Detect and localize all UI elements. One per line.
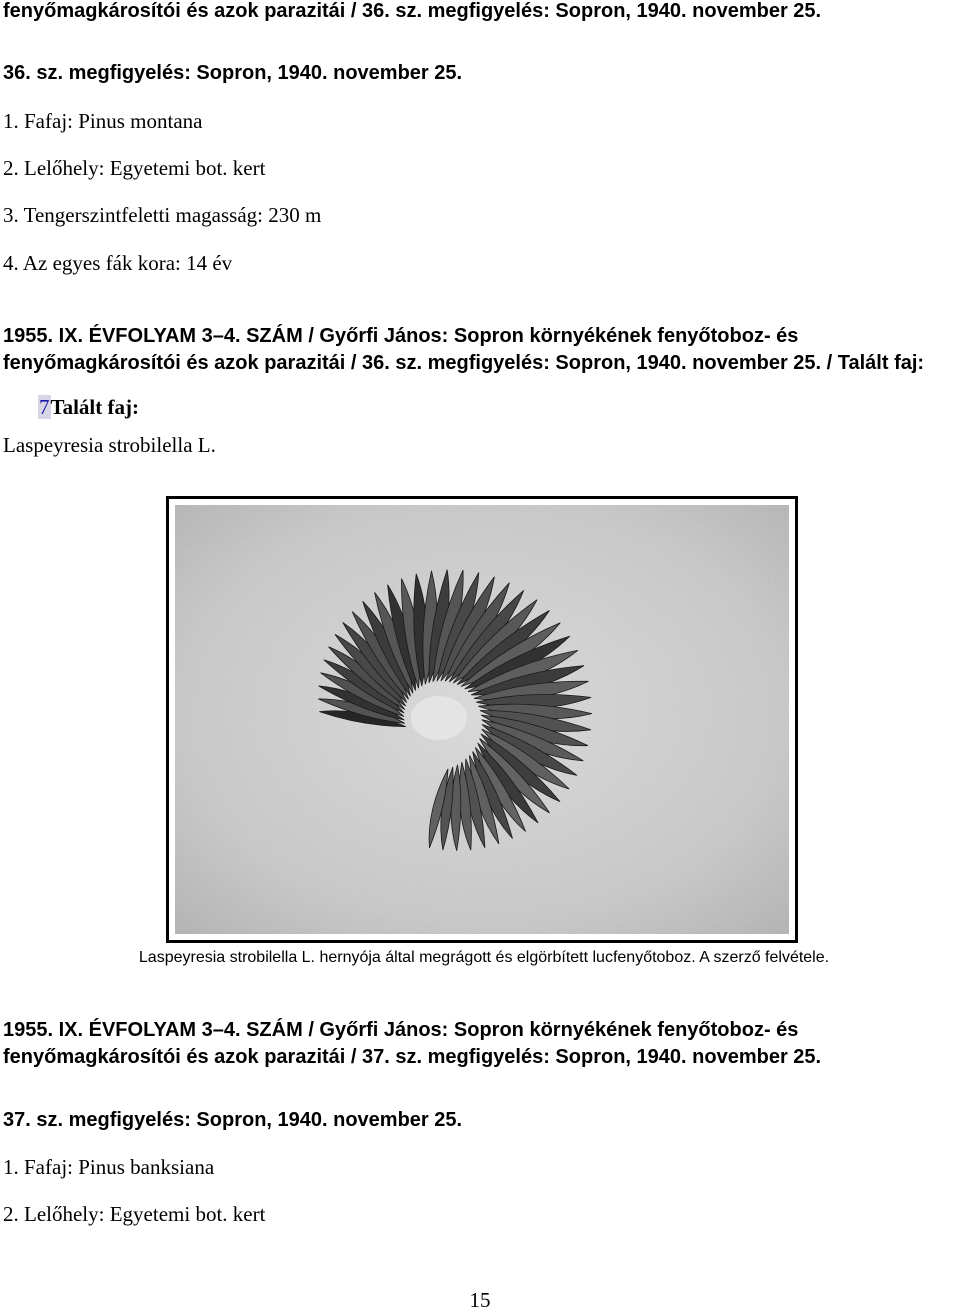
obs37-item-species: 1. Fafaj: Pinus banksiana <box>3 1155 215 1179</box>
found-species-label: Talált faj: <box>50 395 139 419</box>
running-header-2-line1: 1955. IX. ÉVFOLYAM 3–4. SZÁM / Győrfi János: Sopron környékének fenyőtoboz- és <box>3 1019 799 1041</box>
running-header-1 <box>3 323 924 377</box>
obs36-item-altitude: 3. Tengerszintfeletti magasság: 230 m <box>3 203 322 227</box>
running-header-1-line1: 1955. IX. ÉVFOLYAM 3–4. SZÁM / Győrfi János: Sopron környékének fenyőtoboz- és <box>3 325 799 347</box>
running-header-2 <box>3 1017 821 1071</box>
observation-37-title: 37. sz. megfigyelés: Sopron, 1940. november 25. <box>3 1109 463 1131</box>
figure-caption: Laspeyresia strobilella L. hernyója által megrágott és elgörbített lucfenyőtoboz. A szerző felvétele. <box>138 949 830 966</box>
obs36-item-location: 2. Lelőhely: Egyetemi bot. kert <box>3 156 266 180</box>
obs36-item-age: 4. Az egyes fák kora: 14 év <box>3 251 233 275</box>
figure-frame <box>166 496 798 943</box>
cone-center-gap <box>411 696 467 740</box>
obs37-item-location: 2. Lelőhely: Egyetemi bot. kert <box>3 1202 266 1226</box>
running-header-1-line2: fenyőmagkárosítói és azok parazitái / 36. sz. megfigyelés: Sopron, 1940. november 25. / Talált faj: <box>3 352 925 374</box>
page-number: 15 <box>469 1288 491 1312</box>
running-header-2-line2: fenyőmagkárosítói és azok parazitái / 37. sz. megfigyelés: Sopron, 1940. november 25. <box>3 1046 822 1068</box>
found-species-heading <box>38 394 139 421</box>
header-fragment: fenyőmagkárosítói és azok parazitái / 36. sz. megfigyelés: Sopron, 1940. november 25. <box>3 0 822 22</box>
observation-36-title: 36. sz. megfigyelés: Sopron, 1940. november 25. <box>3 62 463 84</box>
cone-photograph <box>175 505 789 934</box>
found-species-number: 7 <box>39 395 50 419</box>
found-species-name: Laspeyresia strobilella L. <box>3 433 216 457</box>
obs36-item-species: 1. Fafaj: Pinus montana <box>3 109 203 133</box>
